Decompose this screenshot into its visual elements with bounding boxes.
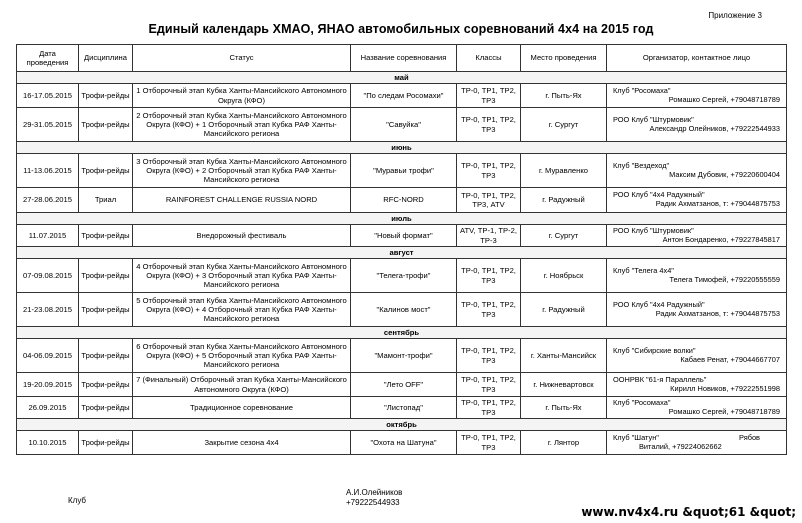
- cell-status: RAINFOREST CHALLENGE RUSSIA NORD: [133, 188, 351, 213]
- cell-date: 11.07.2015: [17, 225, 79, 247]
- organizer-club: Клуб "Сибирские волки": [613, 345, 696, 355]
- cell-organizer: [607, 339, 787, 373]
- cell-place: г. Ноябрьск: [521, 259, 607, 293]
- cell-name: "Телега-трофи": [351, 259, 457, 293]
- organizer-club: Клуб "Вездеход": [613, 160, 670, 170]
- organizer-person: Кирилл Новиков, +79222551998: [670, 383, 780, 393]
- cell-discipline: Трофи-рейды: [79, 339, 133, 373]
- organizer-person: Радик Ахматзанов, т: +79044875753: [655, 199, 780, 208]
- calendar-table: [16, 44, 787, 455]
- cell-date: 26.09.2015: [17, 397, 79, 419]
- cell-place: г. Муравленко: [521, 154, 607, 188]
- cell-place: г. Пыть-Ях: [521, 84, 607, 108]
- cell-classes: ТР-0, ТР1, ТР2, ТР3, ATV: [457, 188, 521, 213]
- cell-status: 1 Отборочный этап Кубка Ханты-Мансийского Автономного Округа (КФО): [133, 84, 351, 108]
- organizer-person: Виталий, +79224062662: [639, 441, 722, 451]
- table-row: [17, 431, 787, 455]
- cell-classes: ТР-0, ТР1, ТР2, ТР3: [457, 154, 521, 188]
- page-title: Единый календарь ХМАО, ЯНАО автомобильных соревнований 4х4 на 2015 год: [148, 22, 654, 36]
- cell-classes: ATV, ТР-1, ТР-2, ТР-3: [457, 225, 521, 247]
- organizer-person: Телега Тимофей, +79220555559: [669, 274, 780, 284]
- cell-discipline: Трофи-рейды: [79, 225, 133, 247]
- cell-discipline: Трофи-рейды: [79, 84, 133, 108]
- cell-organizer: [607, 293, 787, 327]
- organizer-club: РОО Клуб "Штурмовик": [613, 225, 694, 235]
- month-label: июнь: [17, 142, 787, 154]
- organizer-person: Ромашко Сергей, +79048718789: [668, 406, 780, 416]
- cell-discipline: Триал: [79, 188, 133, 213]
- month-row-august: [17, 247, 787, 259]
- table-row: [17, 397, 787, 419]
- cell-name: "Муравьи трофи": [351, 154, 457, 188]
- cell-discipline: Трофи-рейды: [79, 397, 133, 419]
- organizer-club: ООНРВК "61-я Параллель": [613, 374, 707, 384]
- cell-date: 07-09.08.2015: [17, 259, 79, 293]
- cell-place: г. Пыть-Ях: [521, 397, 607, 419]
- cell-date: 29-31.05.2015: [17, 108, 79, 142]
- cell-place: г. Нижневартовск: [521, 373, 607, 397]
- header-organizer: Организатор, контактное лицо: [607, 45, 787, 72]
- cell-status: Внедорожный фестиваль: [133, 225, 351, 247]
- cell-place: г. Сургут: [521, 108, 607, 142]
- organizer-club: Клуб "Росомаха": [613, 85, 671, 95]
- watermark-text: www.nv4x4.ru &quot;61 &quot;: [581, 505, 796, 519]
- cell-status: Традиционное соревнование: [133, 397, 351, 419]
- cell-classes: ТР-0, ТР1, ТР2, ТР3: [457, 84, 521, 108]
- organizer-club: Клуб "Росомаха": [613, 397, 671, 407]
- header-classes: Классы: [457, 45, 521, 72]
- cell-status: 4 Отборочный этап Кубка Ханты-Мансийского Автономного Округа (КФО) + 3 Отборочный этап Кубка РАФ Ханты-Мансийского региона: [133, 259, 351, 293]
- table-row: [17, 293, 787, 327]
- signer-name: А.И.Олейников: [346, 488, 403, 497]
- cell-classes: ТР-0, ТР1, ТР2, ТР3: [457, 431, 521, 455]
- cell-name: "Савуйка": [351, 108, 457, 142]
- table-row: [17, 373, 787, 397]
- header-discipline: Дисциплина: [79, 45, 133, 72]
- cell-discipline: Трофи-рейды: [79, 431, 133, 455]
- table-row: [17, 108, 787, 142]
- cell-place: г. Ханты-Мансийск: [521, 339, 607, 373]
- organizer-person: Антон Бондаренко, +79227845817: [662, 234, 780, 244]
- organizer-person: Ромашко Сергей, +79048718789: [668, 94, 780, 104]
- footer-club-label: Клуб: [68, 496, 86, 505]
- cell-classes: ТР-0, ТР1, ТР2, ТР3: [457, 373, 521, 397]
- cell-organizer: [607, 188, 787, 213]
- month-label: май: [17, 72, 787, 84]
- cell-place: г. Сургут: [521, 225, 607, 247]
- cell-status: 6 Отборочный этап Кубка Ханты-Мансийского Автономного Округа (КФО) + 5 Отборочный этап Кубка РАФ Ханты-Мансийского региона: [133, 339, 351, 373]
- header-name: Название соревнования: [351, 45, 457, 72]
- cell-organizer: [607, 259, 787, 293]
- table-row: [17, 339, 787, 373]
- appendix-label: Приложение 3: [708, 11, 762, 20]
- cell-discipline: Трофи-рейды: [79, 108, 133, 142]
- cell-classes: ТР-0, ТР1, ТР2, ТР3: [457, 397, 521, 419]
- cell-organizer: [607, 225, 787, 247]
- cell-name: "Калинов мост": [351, 293, 457, 327]
- cell-date: 21-23.08.2015: [17, 293, 79, 327]
- cell-organizer: [607, 397, 787, 419]
- organizer-club: Клуб "Телега 4х4": [613, 265, 674, 275]
- cell-date: 11-13.06.2015: [17, 154, 79, 188]
- cell-name: "Листопад": [351, 397, 457, 419]
- cell-place: г. Лянтор: [521, 431, 607, 455]
- cell-organizer: [607, 154, 787, 188]
- cell-place: г. Радужный: [521, 188, 607, 213]
- month-row-september: [17, 327, 787, 339]
- cell-name: "Новый формат": [351, 225, 457, 247]
- cell-organizer: [607, 373, 787, 397]
- cell-organizer: [607, 431, 787, 455]
- cell-discipline: Трофи-рейды: [79, 373, 133, 397]
- month-label: октябрь: [17, 419, 787, 431]
- organizer-club: РОО Клуб "4х4 Радужный": [613, 190, 705, 200]
- cell-status: 5 Отборочный этап Кубка Ханты-Мансийского Автономного Округа (КФО) + 4 Отборочный этап Кубка РАФ Ханты-Мансийского региона: [133, 293, 351, 327]
- cell-status: 2 Отборочный этап Кубка Ханты-Мансийского Автономного Округа (КФО) + 1 Отборочный этап Кубка РАФ Ханты-Мансийского региона: [133, 108, 351, 142]
- cell-name: "Мамонт-трофи": [351, 339, 457, 373]
- cell-classes: ТР-0, ТР1, ТР2, ТР3: [457, 259, 521, 293]
- cell-name: "Лето OFF": [351, 373, 457, 397]
- cell-date: 27-28.06.2015: [17, 188, 79, 213]
- header-status: Статус: [133, 45, 351, 72]
- month-row-june: [17, 142, 787, 154]
- organizer-club-name: Клуб "Шатун": [613, 432, 659, 442]
- organizer-person: Александр Олейников, +79222544933: [649, 123, 780, 133]
- organizer-person: Максим Дубовик, +79220600404: [669, 169, 780, 179]
- month-label: август: [17, 247, 787, 259]
- cell-discipline: Трофи-рейды: [79, 259, 133, 293]
- cell-status: 3 Отборочный этап Кубка Ханты-Мансийского Автономного Округа (КФО) + 2 Отборочный этап Кубка РАФ Ханты-Мансийского региона: [133, 154, 351, 188]
- header-place: Место проведения: [521, 45, 607, 72]
- month-row-july: [17, 213, 787, 225]
- cell-classes: ТР-0, ТР1, ТР2, ТР3: [457, 108, 521, 142]
- cell-organizer: [607, 84, 787, 108]
- organizer-club: РОО Клуб "4х4 Радужный": [613, 299, 705, 309]
- cell-status: 7 (Финальный) Отборочный этап Кубка Ханты-Мансийского Автономного Округа (КФО): [133, 373, 351, 397]
- organizer-person: Кабаев Ренат, +79044667707: [680, 354, 780, 364]
- month-row-october: [17, 419, 787, 431]
- signer-phone: +79222544933: [346, 498, 400, 507]
- month-label: сентябрь: [17, 327, 787, 339]
- cell-date: 10.10.2015: [17, 431, 79, 455]
- cell-date: 19-20.09.2015: [17, 373, 79, 397]
- organizer-club: РОО Клуб "Штурмовик": [613, 114, 694, 124]
- cell-date: 16-17.05.2015: [17, 84, 79, 108]
- table-row: [17, 259, 787, 293]
- cell-organizer: [607, 108, 787, 142]
- table-row: [17, 154, 787, 188]
- cell-classes: ТР-0, ТР1, ТР2, ТР3: [457, 293, 521, 327]
- cell-status: Закрытие сезона 4х4: [133, 431, 351, 455]
- table-row: [17, 225, 787, 247]
- table-row: [17, 84, 787, 108]
- table-header-row: [17, 45, 787, 72]
- cell-discipline: Трофи-рейды: [79, 154, 133, 188]
- month-label: июль: [17, 213, 787, 225]
- cell-discipline: Трофи-рейды: [79, 293, 133, 327]
- organizer-surname: Рябов: [739, 432, 760, 442]
- cell-name: "Охота на Шатуна": [351, 431, 457, 455]
- cell-classes: ТР-0, ТР1, ТР2, ТР3: [457, 339, 521, 373]
- header-date: Дата проведения: [17, 45, 79, 72]
- cell-name: "По следам Росомахи": [351, 84, 457, 108]
- cell-name: RFC-NORD: [351, 188, 457, 213]
- month-row-may: [17, 72, 787, 84]
- cell-place: г. Радужный: [521, 293, 607, 327]
- table-row: [17, 188, 787, 213]
- organizer-person: Радик Ахматзанов, т: +79044875753: [655, 308, 780, 318]
- cell-date: 04-06.09.2015: [17, 339, 79, 373]
